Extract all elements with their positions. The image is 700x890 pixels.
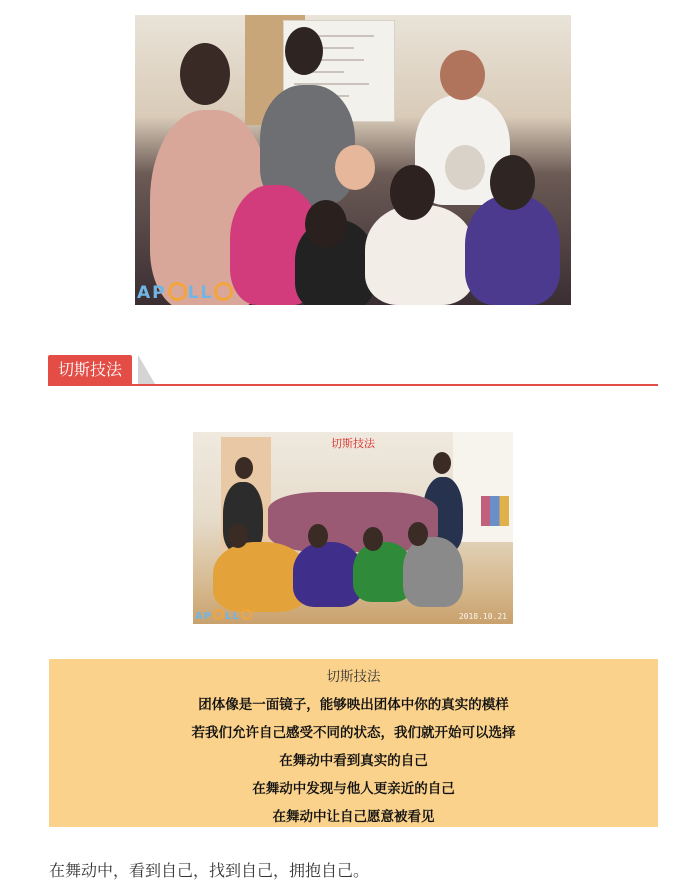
- closing-paragraph: 在舞动中，看到自己，找到自己，拥抱自己。: [49, 861, 370, 880]
- quote-box: [49, 659, 658, 827]
- quote-line-2: 若我们允许自己感受不同的状态，我们就开始可以选择: [191, 725, 516, 741]
- quote-line-4: 在舞动中发现与他人更亲近的自己: [252, 781, 455, 797]
- group-photo: [193, 432, 513, 624]
- shelf: [481, 496, 509, 526]
- section-divider: [48, 384, 658, 386]
- section-header: [48, 355, 658, 387]
- quote-line-3: 在舞动中看到真实的自己: [279, 753, 428, 769]
- quote-title: 切斯技法: [326, 669, 381, 685]
- quote-line-5: 在舞动中让自己愿意被看见: [272, 809, 435, 825]
- quote-line-1: 团体像是一面镜子，能够映出团体中你的真实的模样: [198, 697, 509, 713]
- section-title-corner: [138, 355, 155, 384]
- photo-date-stamp: 2018.10.21: [458, 612, 507, 621]
- workshop-photo-top: [135, 15, 571, 305]
- photo-caption: 切斯技法: [331, 437, 375, 450]
- apollo-logo: AP LL: [137, 282, 234, 303]
- section-title: 切斯技法: [48, 355, 132, 384]
- apollo-logo-small: AP LL: [195, 609, 253, 622]
